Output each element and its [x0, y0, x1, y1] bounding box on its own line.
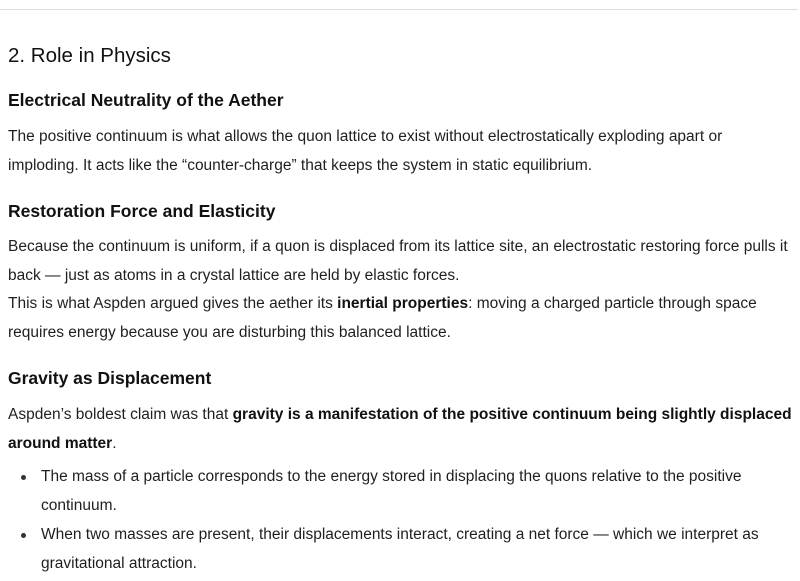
gravity-text-before: Aspden’s boldest claim was that [8, 406, 233, 423]
gravity-text-after: . [112, 434, 117, 452]
top-divider [0, 9, 798, 10]
section-title: 2. Role in Physics [8, 44, 171, 67]
bullet-dot-icon [21, 475, 26, 480]
paragraph-restoration: Because the continuum is uniform, if a quon is displaced from its lattice site, an electrostatic restoring force pulls it back — just as atoms in a crystal lattice are held by elastic forces. [8, 238, 788, 284]
subsection-heading-neutrality: Electrical Neutrality of the Aether [8, 90, 284, 110]
bullet-text: When two masses are present, their displacements interact, creating a net force — which we interpret as gravitational attraction. [41, 526, 759, 572]
bullet-dot-icon [21, 533, 26, 538]
list-item [8, 521, 796, 578]
gravity-bullet-list [8, 463, 796, 579]
list-item [8, 463, 796, 520]
paragraph-inertial-properties [8, 290, 796, 347]
inertial-properties-bold: inertial properties [337, 295, 469, 312]
bullet-text: The mass of a particle corresponds to the energy stored in displacing the quons relative to the positive continuum. [41, 468, 742, 514]
inertial-text-before: This is what Aspden argued gives the aether its [8, 295, 338, 312]
inertial-text-after: : moving a charged particle through space requires energy because you are disturbing this balanced lattice. [8, 295, 757, 341]
gravity-claim-bold: gravity is a manifestation of the positive continuum being slightly displaced around matter [8, 406, 792, 452]
paragraph-gravity-claim [8, 401, 796, 458]
subsection-heading-restoration: Restoration Force and Elasticity [8, 201, 276, 221]
paragraph-neutrality: The positive continuum is what allows the quon lattice to exist without electrostatically exploding apart or imploding. It acts like the “counter-charge” that keeps the system in static equilibrium. [8, 128, 723, 174]
subsection-heading-gravity: Gravity as Displacement [8, 368, 212, 388]
